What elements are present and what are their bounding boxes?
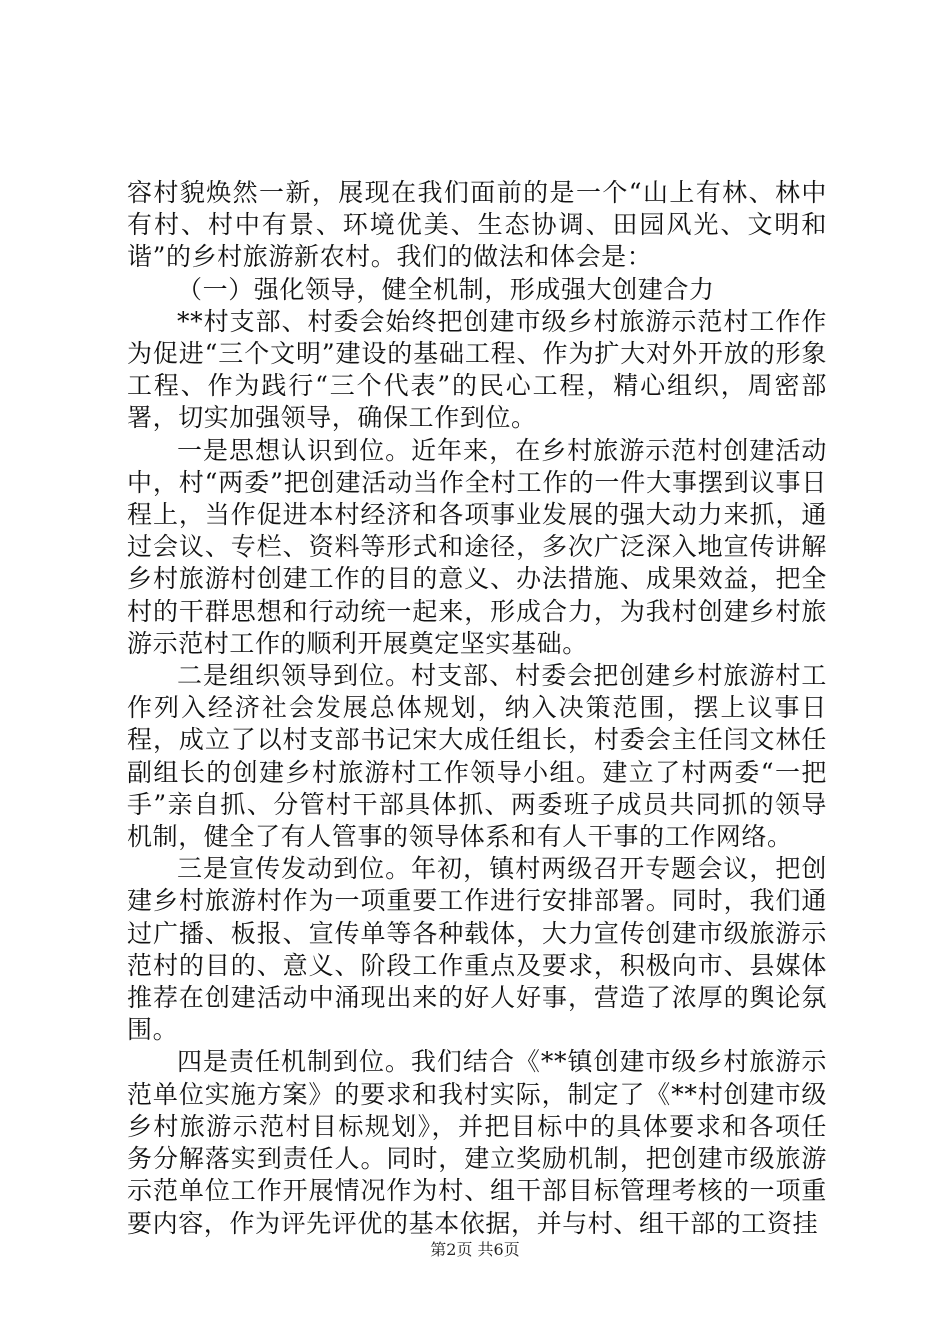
page-footer: 第2页 共6页	[430, 1240, 520, 1259]
paragraph-continuation: 容村貌焕然一新，展现在我们面前的是一个“山上有林、林中有村、村中有景、环境优美、生态协调、田园风光、文明和谐”的乡村旅游新农村。我们的做法和体会是：	[127, 178, 827, 272]
document-body	[127, 177, 827, 1240]
paragraph-responsibility: 四是责任机制到位。我们结合《**镇创建市级乡村旅游示范单位实施方案》的要求和我村实际，制定了《**村创建市级乡村旅游示范村目标规划》，并把目标中的具体要求和各项任务分解落实到责任人。同时，建立奖励机制，把创建市级旅游示范单位工作开展情况作为村、组干部目标管理考核的一项重要内容，作为评先评优的基本依据，并与村、组干部的工资挂	[127, 1047, 827, 1238]
paragraph-organization: 二是组织领导到位。村支部、村委会把创建乡村旅游村工作列入经济社会发展总体规划，纳入决策范围，摆上议事日程，成立了以村支部书记宋大成任组长，村委会主任闫文林任副组长的创建乡村旅游村工作领导小组。建立了村两委“一把手”亲自抓、分管村干部具体抓、两委班子成员共同抓的领导机制，健全了有人管事的领导体系和有人干事的工作网络。	[127, 661, 827, 852]
paragraph-ideology: 一是思想认识到位。近年来，在乡村旅游示范村创建活动中，村“两委”把创建活动当作全村工作的一件大事摆到议事日程上，当作促进本村经济和各项事业发展的强大动力来抓，通过会议、专栏、资料等形式和途径，多次广泛深入地宣传讲解乡村旅游村创建工作的目的意义、办法措施、成果效益，把全村的干群思想和行动统一起来，形成合力，为我村创建乡村旅游示范村工作的顺利开展奠定坚实基础。	[127, 435, 827, 658]
section-heading: （一）强化领导，健全机制，形成强大创建合力	[177, 274, 715, 304]
paragraph-publicity: 三是宣传发动到位。年初，镇村两级召开专题会议，把创建乡村旅游村作为一项重要工作进行安排部署。同时，我们通过广播、板报、宣传单等各种载体，大力宣传创建市级旅游示范村的目的、意义、阶段工作重点及要求，积极向市、县媒体推荐在创建活动中涌现出来的好人好事，营造了浓厚的舆论氛围。	[127, 854, 827, 1045]
paragraph-leadership: **村支部、村委会始终把创建市级乡村旅游示范村工作作为促进“三个文明”建设的基础工程、作为扩大对外开放的形象工程、作为践行“三个代表”的民心工程，精心组织，周密部署，切实加强领导，确保工作到位。	[127, 306, 827, 433]
